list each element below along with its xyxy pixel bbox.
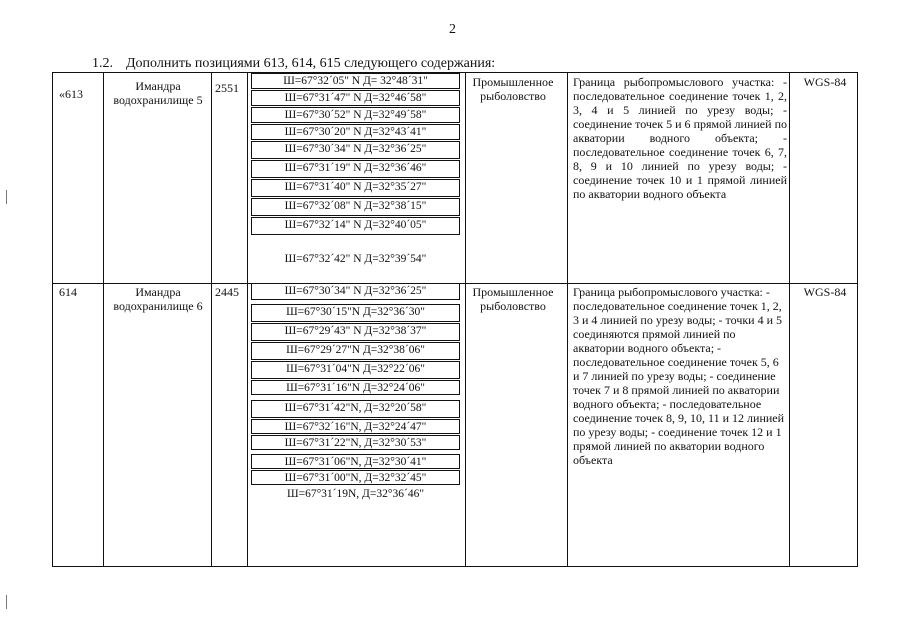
coordinate-point: Ш=67°32´14" N Д=32°40´05": [251, 217, 460, 235]
margin-mark: [6, 595, 7, 609]
area-value: 2551: [215, 81, 239, 95]
coordinate-point: Ш=67°31´06"N, Д=32°30´41": [251, 454, 460, 469]
row-id: «613: [59, 87, 83, 101]
coordinate-point: Ш=67°31´04"N Д=32°22´06": [251, 361, 460, 379]
coordinate-point: Ш=67°31´40" N Д=32°35´27": [251, 179, 460, 197]
coordinate-point: Ш=67°29´27"N Д=32°38´06": [251, 342, 460, 360]
coordinate-point: Ш=67°30´34" N Д=32°36´25": [251, 141, 460, 159]
coordinate-point: Ш=67°31´16"N Д=32°24´06": [251, 380, 460, 395]
margin-mark: [6, 190, 7, 204]
coordinate-point: Ш=67°31´47" N Д=32°46´58": [251, 90, 460, 106]
water-body-name: Имандра водохранилище 5: [113, 79, 203, 107]
section-number: 1.2.: [92, 56, 113, 71]
table-row: [53, 284, 859, 566]
coordinate-point: Ш=67°30´52" N Д=32°49´58": [251, 107, 460, 123]
fishing-areas-table: [52, 72, 858, 567]
coordinate-point: Ш=67°31´42"N, Д=32°20´58": [251, 400, 460, 418]
section-text: Дополнить позициями 613, 614, 615 следующего содержания:: [126, 56, 496, 71]
usage-type: Промышленное рыболовство: [472, 285, 554, 313]
coordinate-point: Ш=67°30´34" N Д=32°36´25": [251, 284, 460, 300]
coordinate-point: Ш=67°31´22"N, Д=32°30´53": [251, 435, 460, 450]
page-number: 2: [449, 22, 456, 37]
coordinate-point: Ш=67°32´08" N Д=32°38´15": [251, 198, 460, 216]
area-value: 2445: [215, 285, 239, 299]
coordinate-point: Ш=67°30´15"N Д=32°36´30": [251, 304, 460, 322]
table-row: [53, 73, 859, 283]
coordinate-point: Ш=67°31´19N, Д=32°36´46": [286, 488, 425, 500]
coordinate-point: Ш=67°32´42" N Д=32°39´54": [284, 253, 427, 265]
coordinate-system: WGS-84: [803, 285, 847, 299]
water-body-name: Имандра водохранилище 6: [113, 285, 203, 313]
coordinate-point: Ш=67°30´20" N Д=32°43´41": [251, 124, 460, 140]
coordinate-point: Ш=67°32´05" N Д= 32°48´31": [251, 73, 460, 89]
boundary-description: Граница рыбопромыслового участка: - последовательное соединение точек 1, 2, 3, 4 и 5 линией по урезу воды; - соединение точек 5 и 6 прямой линией по акватории водного объекта; - последовательное соединение точек 6, 7, 8, 9 и 10 линией по урезу воды; - соединение точек 10 и 1 прямой линией по акватории водного объекта: [573, 75, 787, 201]
coordinate-point: Ш=67°29´43" N Д=32°38´37": [251, 323, 460, 341]
section-heading: [92, 56, 495, 72]
usage-type: Промышленное рыболовство: [472, 75, 554, 103]
coordinate-point: Ш=67°31´00"N, Д=32°32´45": [251, 470, 460, 485]
coordinate-point: Ш=67°32´16"N, Д=32°24´47": [251, 419, 460, 434]
row-id: 614: [59, 285, 77, 299]
boundary-description: Граница рыбопромыслового участка: - последовательное соединение точек 1, 2, 3 и 4 линией по урезу воды; - точки 4 и 5 соединяются прямой линией по акватории водного объекта; - последовательное соединение точек 5, 6 и 7 линией по урезу воды; - соединение точек 7 и 8 прямой линией по акватории водного объекта; - последовательное соединение точек 8, 9, 10, 11 и 12 линией по урезу воды; - соединение точек 12 и 1 прямой линией по акватории водного объекта: [573, 285, 785, 467]
coordinate-system: WGS-84: [803, 75, 847, 89]
coordinate-point: Ш=67°31´19" N Д=32°36´46": [251, 160, 460, 178]
